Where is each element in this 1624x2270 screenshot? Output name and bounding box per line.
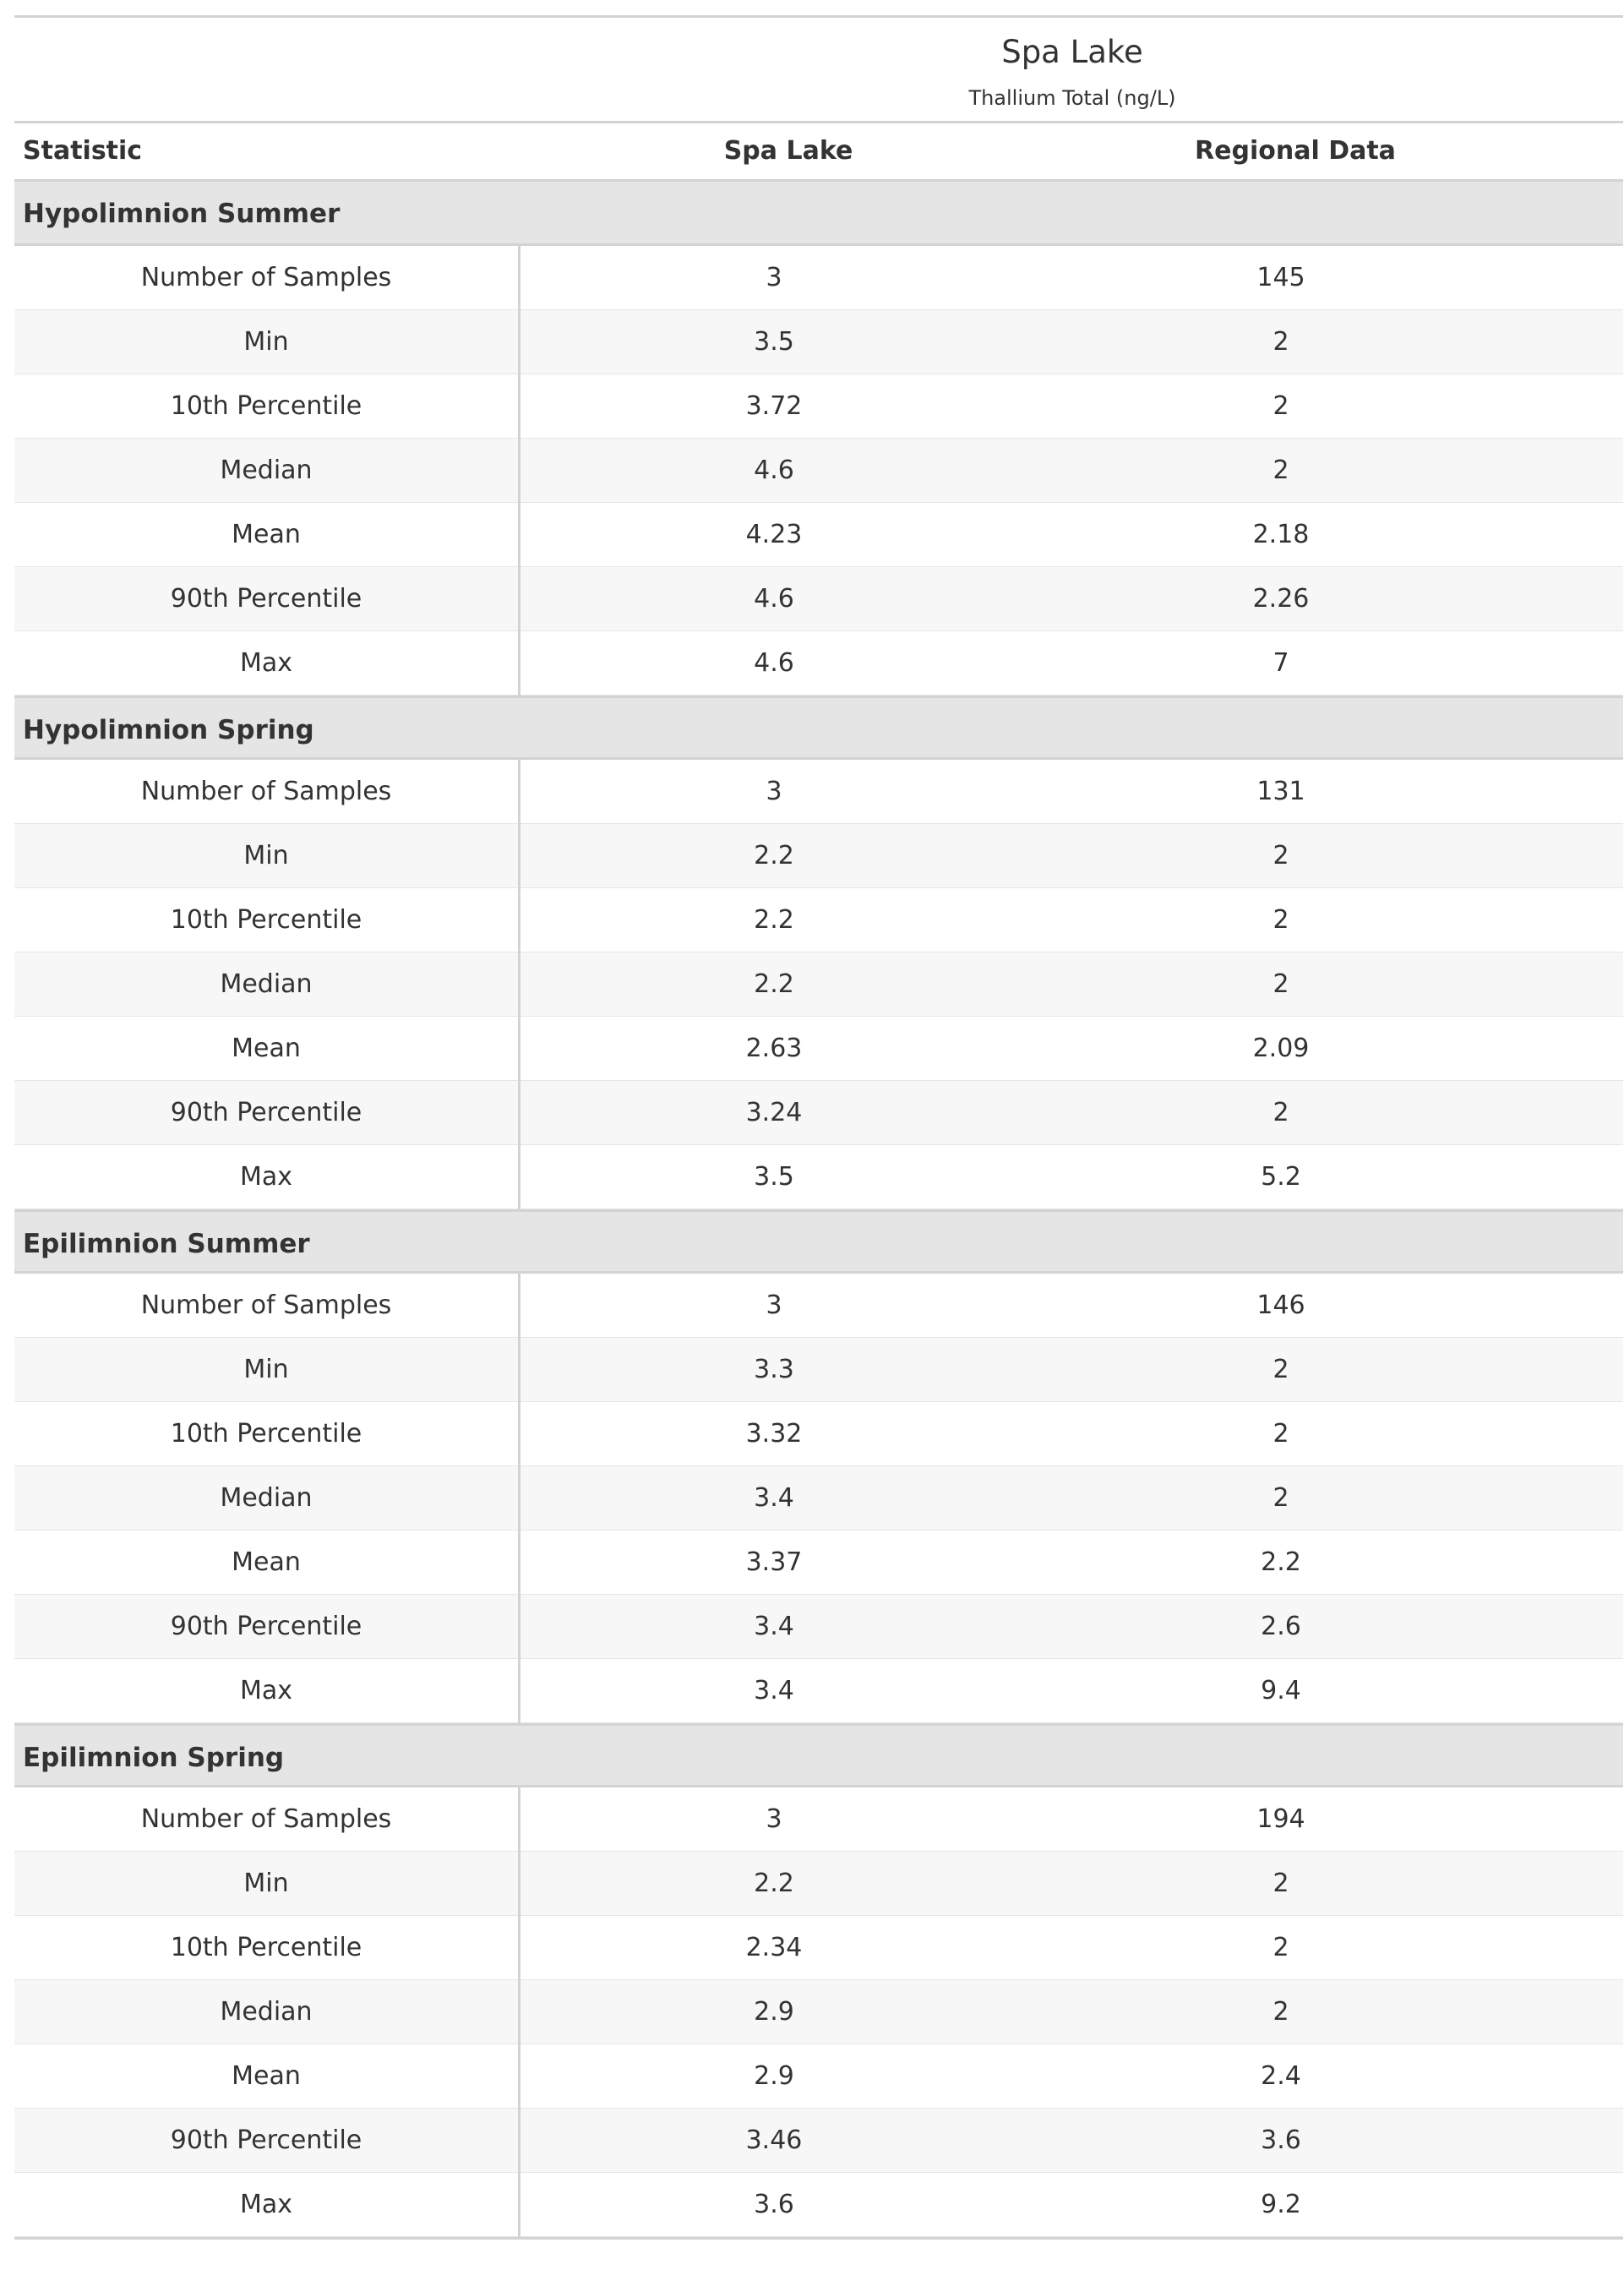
regional-data-cell: 2 [1272,1419,1289,1449]
regional-data-cell: 2.4 [1261,2061,1301,2091]
regional-data-cell: 131 [1256,777,1305,806]
regional-data-cell: 2 [1272,905,1289,935]
table-row [14,1145,1623,1209]
spa-lake-cell: 3.5 [754,1162,794,1192]
table-row [14,1081,1623,1145]
spa-lake-cell: 3.4 [754,1676,794,1705]
regional-data-cell: 5.2 [1261,1162,1301,1192]
spa-lake-cell: 2.9 [754,1997,794,2027]
stat-cell: Mean [14,2044,520,2109]
table-top-rule [14,15,1623,18]
stat-cell: 10th Percentile [14,1402,520,1466]
stat-cell: Min [14,824,520,888]
spa-lake-cell: 3.3 [754,1355,794,1384]
regional-data-cell: 2 [1272,969,1289,999]
spa-lake-cell: 2.2 [754,841,794,870]
table-row [14,246,1623,310]
spa-lake-cell: 3.72 [745,391,803,421]
stat-cell: 90th Percentile [14,2109,520,2173]
stat-cell: Mean [14,503,520,567]
spa-lake-cell: 3.24 [745,1098,803,1127]
table-row [14,1466,1623,1531]
spa-lake-cell: 2.2 [754,969,794,999]
regional-data-cell: 145 [1256,263,1305,292]
stat-cell: Max [14,1145,520,1209]
regional-data-cell: 2 [1272,1483,1289,1513]
stat-cell: Number of Samples [14,760,520,824]
stat-cell: Median [14,439,520,503]
stat-cell: Number of Samples [14,1274,520,1338]
regional-data-cell: 2 [1272,327,1289,357]
group-header: Hypolimnion Spring [14,696,1623,760]
spa-lake-cell: 4.23 [745,520,803,549]
regional-data-cell: 2.6 [1261,1612,1301,1641]
stat-cell: Min [14,310,520,374]
stat-cell: Max [14,2173,520,2237]
row-group [14,1723,1623,2237]
regional-data-cell: 2 [1272,456,1289,485]
stat-cell: Mean [14,1017,520,1081]
column-header-statistic: Statistic [23,136,143,166]
regional-data-cell: 2 [1272,391,1289,421]
table-row [14,310,1623,374]
table-title-block [521,20,1623,120]
table-subtitle: Thallium Total (ng/L) [968,86,1176,110]
stat-cell: Min [14,1338,520,1402]
spa-lake-cell: 3 [766,1804,782,1834]
regional-data-cell: 2 [1272,1098,1289,1127]
table-row [14,1531,1623,1595]
spa-lake-cell: 4.6 [754,584,794,614]
table-row [14,1659,1623,1723]
spa-lake-cell: 2.2 [754,1869,794,1898]
regional-data-cell: 2 [1272,1355,1289,1384]
spa-lake-cell: 3.37 [745,1547,803,1577]
table-row [14,2109,1623,2173]
stat-cell: 10th Percentile [14,374,520,439]
spa-lake-cell: 3.6 [754,2190,794,2219]
stat-cell: 10th Percentile [14,1916,520,1980]
stat-cell: Median [14,1466,520,1531]
table-row [14,888,1623,952]
table-row [14,631,1623,696]
spa-lake-cell: 3 [766,777,782,806]
table-row [14,567,1623,631]
group-header: Epilimnion Summer [14,1209,1623,1274]
regional-data-cell: 3.6 [1261,2125,1301,2155]
stat-cell: Mean [14,1531,520,1595]
table-row [14,1595,1623,1659]
stat-cell: Median [14,952,520,1017]
spa-lake-cell: 2.2 [754,905,794,935]
row-group [14,182,1623,696]
stat-cell: Max [14,1659,520,1723]
column-header-regional-data: Regional Data [1195,136,1396,166]
table-row [14,1017,1623,1081]
stat-cell: 10th Percentile [14,888,520,952]
stat-cell: Median [14,1980,520,2044]
table-row [14,952,1623,1017]
group-header: Epilimnion Spring [14,1723,1623,1787]
stat-cell: Min [14,1852,520,1916]
stat-cell: 90th Percentile [14,1081,520,1145]
regional-data-cell: 7 [1272,648,1289,678]
spa-lake-cell: 2.9 [754,2061,794,2091]
regional-data-cell: 2 [1272,841,1289,870]
regional-data-cell: 2.18 [1252,520,1310,549]
table-row [14,824,1623,888]
spa-lake-cell: 3.46 [745,2125,803,2155]
table-row [14,1916,1623,1980]
table-title: Spa Lake [1001,34,1143,70]
spa-lake-cell: 3.32 [745,1419,803,1449]
table-row [14,1402,1623,1466]
spa-lake-cell: 2.63 [745,1034,803,1063]
spa-lake-cell: 4.6 [754,648,794,678]
spa-lake-cell: 3.4 [754,1612,794,1641]
table-row [14,1980,1623,2044]
table-body [14,182,1623,2240]
regional-data-cell: 2 [1272,1933,1289,1962]
spa-lake-cell: 3.5 [754,327,794,357]
row-group [14,696,1623,1209]
column-header-spa-lake: Spa Lake [723,136,853,166]
group-header: Hypolimnion Summer [14,182,1623,246]
stat-cell: Number of Samples [14,1787,520,1852]
regional-data-cell: 2 [1272,1869,1289,1898]
table-row [14,2044,1623,2109]
regional-data-cell: 2.09 [1252,1034,1310,1063]
table-row [14,503,1623,567]
stat-cell: 90th Percentile [14,567,520,631]
spa-lake-cell: 3 [766,263,782,292]
table-bottom-rule [14,2237,1623,2240]
column-header-row [14,123,1623,179]
regional-data-cell: 146 [1256,1291,1305,1320]
spa-lake-cell: 4.6 [754,456,794,485]
stat-cell: Max [14,631,520,696]
table-row [14,1338,1623,1402]
table-row [14,374,1623,439]
regional-data-cell: 2 [1272,1997,1289,2027]
table-row [14,1274,1623,1338]
table-row [14,439,1623,503]
regional-data-cell: 9.4 [1261,1676,1301,1705]
regional-data-cell: 194 [1256,1804,1305,1834]
regional-data-cell: 2.2 [1261,1547,1301,1577]
stat-cell: Number of Samples [14,246,520,310]
table-row [14,1787,1623,1852]
regional-data-cell: 9.2 [1261,2190,1301,2219]
table-row [14,760,1623,824]
spa-lake-cell: 3.4 [754,1483,794,1513]
spa-lake-cell: 3 [766,1291,782,1320]
table-row [14,2173,1623,2237]
stat-cell: 90th Percentile [14,1595,520,1659]
spa-lake-cell: 2.34 [745,1933,803,1962]
regional-data-cell: 2.26 [1252,584,1310,614]
table-row [14,1852,1623,1916]
row-group [14,1209,1623,1723]
